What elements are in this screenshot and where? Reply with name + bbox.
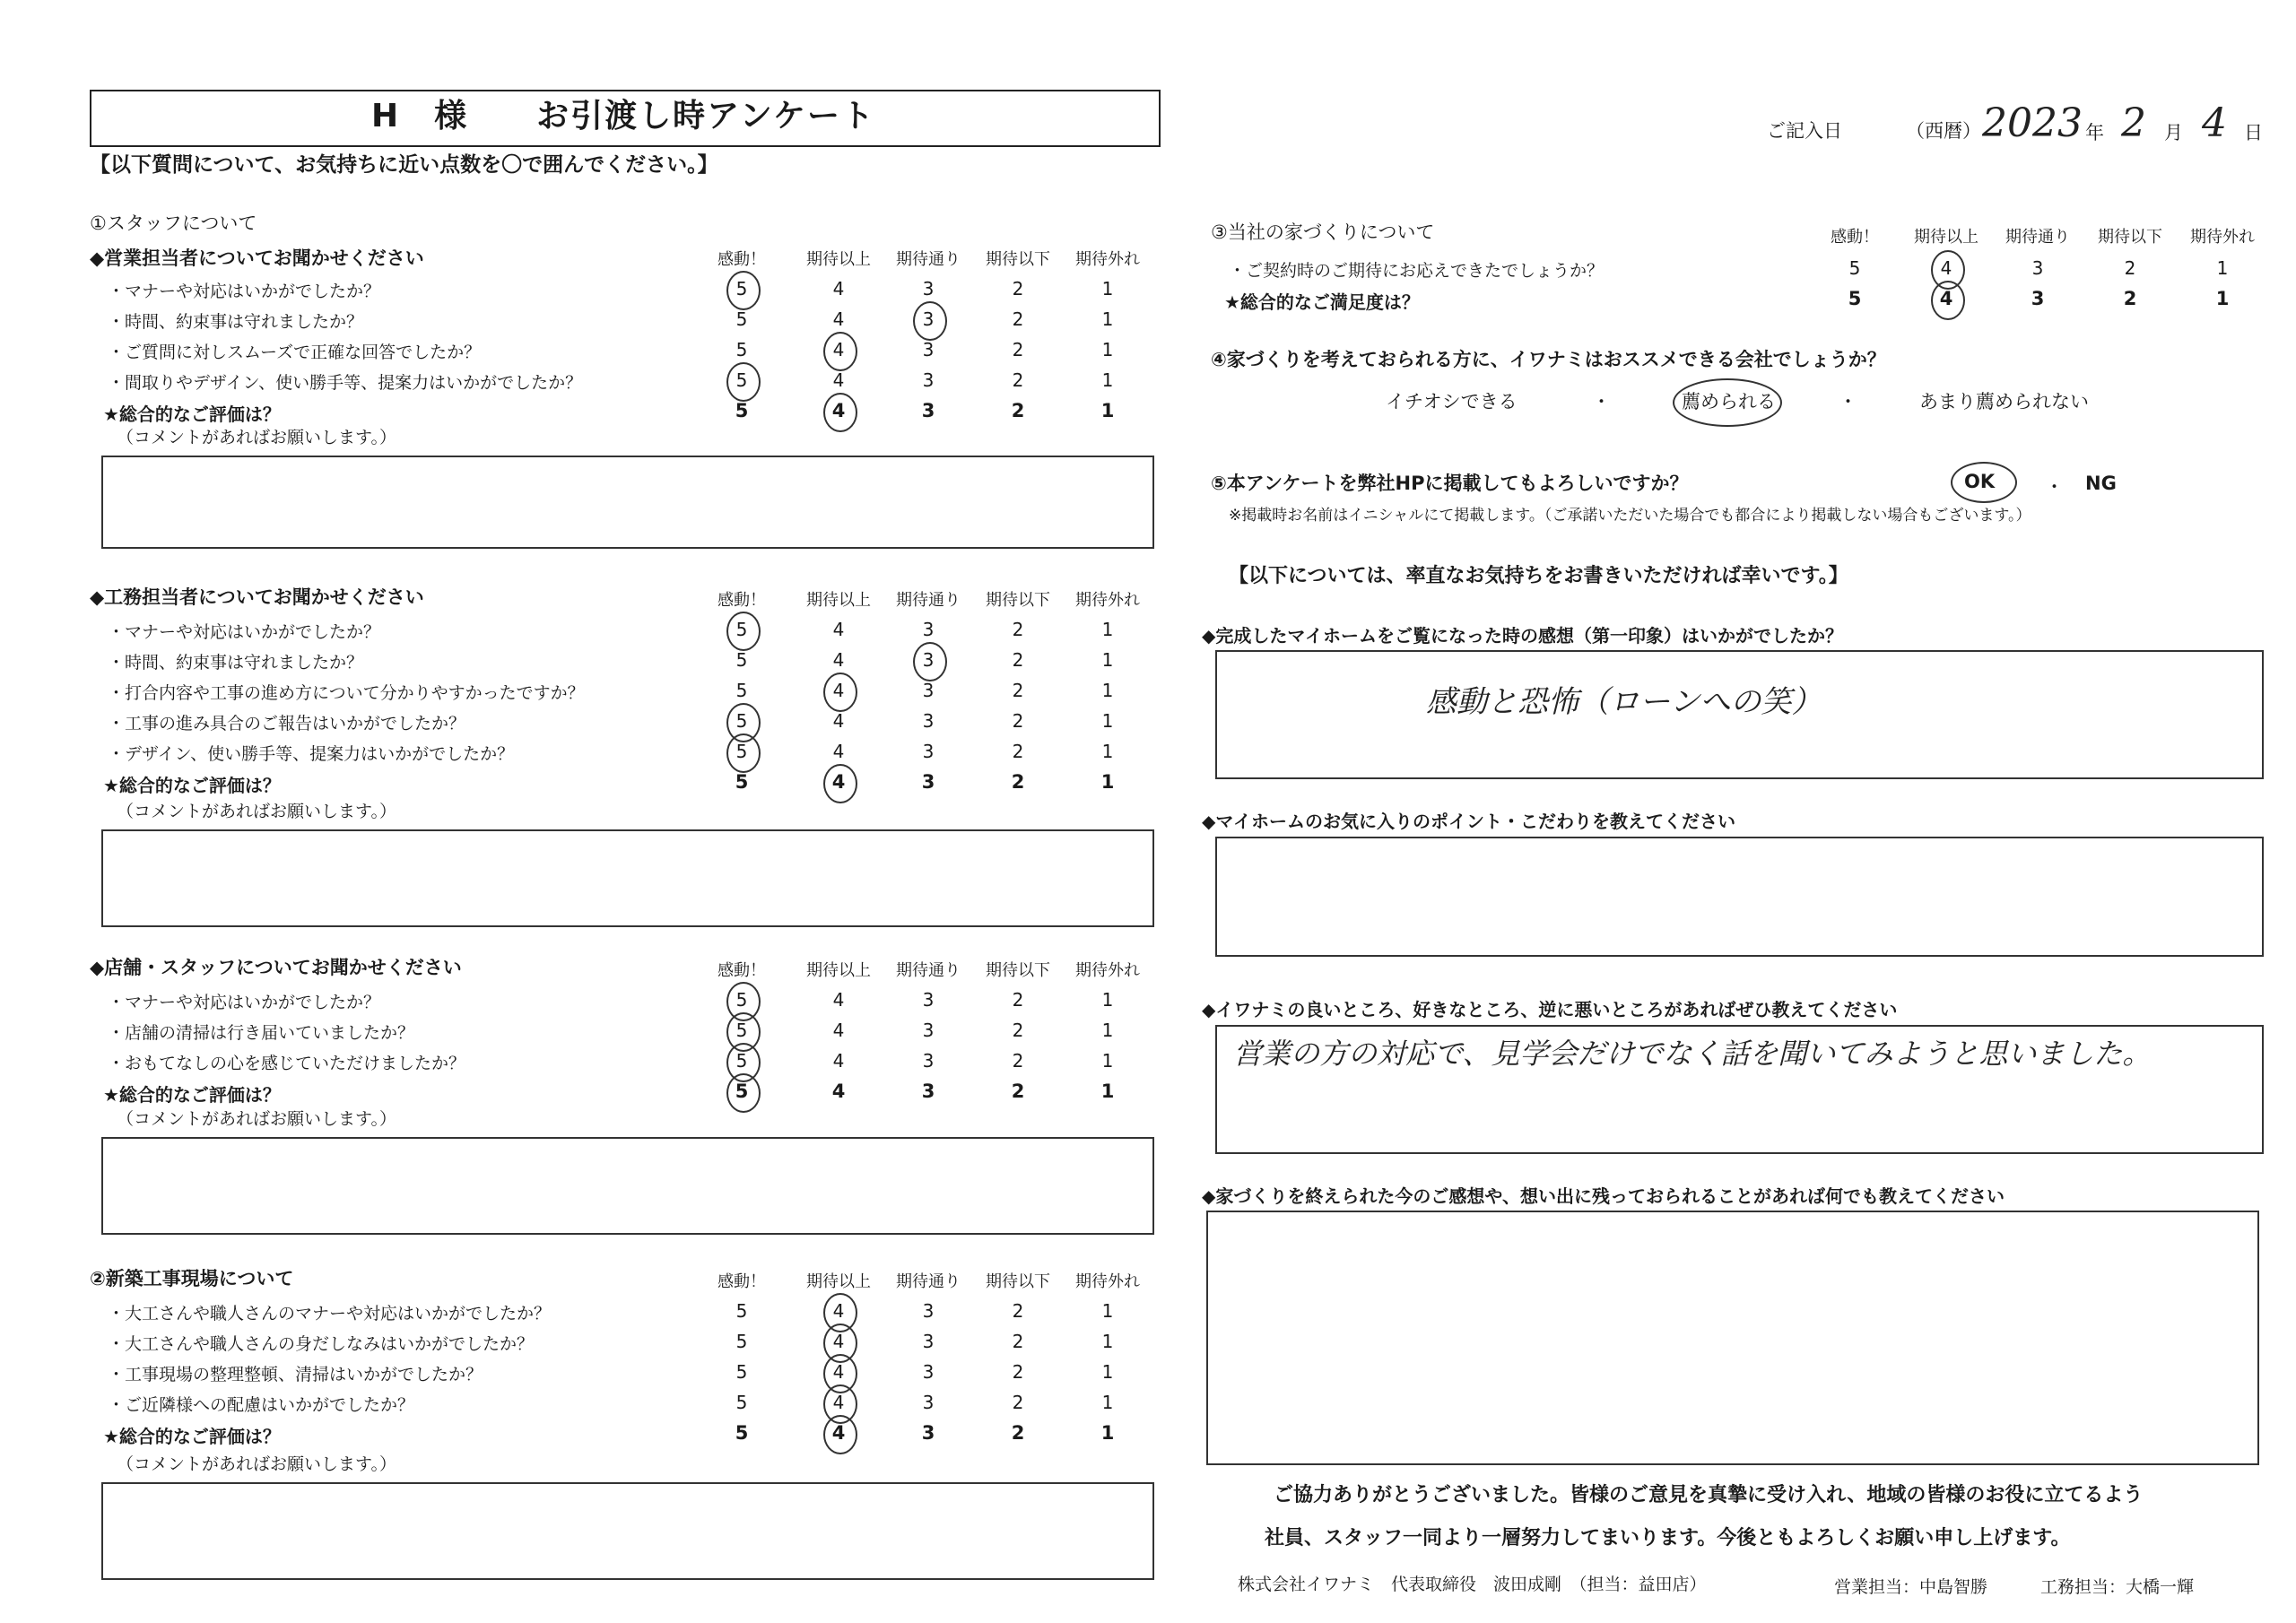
site-question: ・工事現場の整理整頓、清掃はいかがでしたか？ [108, 1365, 483, 1384]
construction-title: ◆工務担当者についてお聞かせください [90, 586, 424, 608]
sales-option[interactable]: 1 [1101, 339, 1114, 360]
site-option[interactable]: 1 [1101, 1392, 1114, 1413]
sales-option[interactable]: 5 [735, 308, 748, 330]
construction-header-2: 期待通り [896, 591, 961, 610]
site-option[interactable]: 2 [1012, 1331, 1024, 1352]
store-header-4: 期待外れ [1075, 961, 1140, 980]
store-option[interactable]: 3 [922, 989, 935, 1011]
site-option[interactable]: 4 [832, 1392, 845, 1413]
site-option[interactable]: 2 [1012, 1300, 1024, 1322]
site-comment-box[interactable] [101, 1482, 1154, 1580]
store-option[interactable]: 5 [735, 1050, 748, 1072]
sales-option[interactable]: 2 [1012, 308, 1024, 330]
recommend-sep-2: ・ [1839, 391, 1857, 412]
thanks-line-1: ご協力ありがとうございました。皆様のご意見を真摯に受け入れ、地域の皆様のお役に立てるよう [1274, 1484, 2144, 1506]
sales-question: ・マナーや対応はいかがでしたか？ [108, 282, 381, 301]
construction-option[interactable]: 2 [1012, 619, 1024, 640]
house-header-4: 期待外れ [2190, 228, 2255, 247]
site-comment-prompt: （コメントがあればお願いします。） [117, 1454, 396, 1474]
sales-header-3: 期待以下 [986, 250, 1050, 269]
construction-option[interactable]: 1 [1101, 741, 1114, 762]
sales-option[interactable]: 4 [832, 339, 845, 360]
store-header-3: 期待以下 [986, 961, 1050, 980]
q3-answer: 営業の方の対応で、見学会だけでなく話を聞いてみようと思いました。 [1233, 1037, 2152, 1071]
site-selected-circle [823, 1415, 857, 1454]
store-option[interactable]: 3 [922, 1050, 935, 1072]
store-title: ◆店舗・スタッフについてお聞かせください [90, 957, 462, 978]
construction-comment-box[interactable] [101, 829, 1154, 927]
site-option[interactable]: 5 [735, 1361, 748, 1383]
site-overall-option[interactable]: 4 [831, 1422, 846, 1444]
construction-overall-option[interactable]: 5 [735, 771, 749, 793]
site-option[interactable]: 5 [735, 1331, 748, 1352]
sales-overall-option[interactable]: 3 [921, 400, 935, 421]
construction-option[interactable]: 1 [1101, 649, 1114, 671]
house-header-0: 感動！ [1831, 228, 1879, 247]
construction-option[interactable]: 4 [832, 649, 845, 671]
store-option[interactable]: 4 [832, 1020, 845, 1041]
store-overall-option[interactable]: 1 [1100, 1081, 1115, 1102]
sales-option[interactable]: 1 [1101, 369, 1114, 391]
site-option[interactable]: 4 [832, 1331, 845, 1352]
site-header-3: 期待以下 [986, 1272, 1050, 1291]
store-comment-box[interactable] [101, 1137, 1154, 1235]
store-option[interactable]: 2 [1012, 1020, 1024, 1041]
sales-selected-circle [823, 393, 857, 432]
construction-overall-option[interactable]: 1 [1100, 771, 1115, 793]
site-header-0: 感動！ [718, 1272, 766, 1291]
house-overall-option[interactable]: 5 [1848, 288, 1862, 309]
publish-ok[interactable]: OK [1964, 471, 1996, 492]
construction-option[interactable]: 3 [922, 680, 935, 701]
site-overall-option[interactable]: 5 [735, 1422, 749, 1444]
q4-title: ◆家づくりを終えられた今のご感想や、想い出に残っておられることがあれば何でも教えてください [1202, 1185, 2005, 1207]
construction-option[interactable]: 3 [922, 649, 935, 671]
house-question: ・ご契約時のご期待にお応えできたでしょうか？ [1229, 261, 1605, 281]
store-option[interactable]: 1 [1101, 989, 1114, 1011]
store-overall-option[interactable]: 2 [1011, 1081, 1025, 1102]
instruction: 【以下質問について、お気持ちに近い点数を〇で囲んでください。】 [90, 153, 718, 177]
sales-selected-circle [913, 301, 947, 341]
site-question: ・大工さんや職人さんの身だしなみはいかがでしたか？ [108, 1334, 535, 1354]
construction-option[interactable]: 5 [735, 649, 748, 671]
q1-answer: 感動と恐怖（ローンへの笑） [1426, 684, 1822, 720]
site-header-4: 期待外れ [1075, 1272, 1140, 1291]
store-option[interactable]: 4 [832, 1050, 845, 1072]
construction-option[interactable]: 4 [832, 741, 845, 762]
construction-question: ・工事の進み具合のご報告はいかがでしたか？ [108, 714, 466, 733]
construction-option[interactable]: 5 [735, 619, 748, 640]
date-day: 4 [2202, 100, 2227, 146]
site-header-1: 期待以上 [806, 1272, 871, 1291]
construction-header-3: 期待以下 [986, 591, 1050, 610]
store-option[interactable]: 4 [832, 989, 845, 1011]
date-label: ご記入日 [1767, 120, 1842, 142]
sales-rep: 営業担当：中島智勝 [1834, 1577, 1988, 1597]
store-question: ・店舗の清掃は行き届いていましたか？ [108, 1023, 415, 1043]
sales-comment-box[interactable] [101, 456, 1154, 549]
date-month: 2 [2121, 100, 2146, 146]
site-option[interactable]: 1 [1101, 1361, 1114, 1383]
store-option[interactable]: 2 [1012, 1050, 1024, 1072]
day-unit: 日 [2244, 122, 2263, 143]
construction-selected-circle [823, 673, 857, 712]
sales-header-4: 期待外れ [1075, 250, 1140, 269]
construction-selected-circle [913, 642, 947, 681]
recommend-sep-1: ・ [1592, 391, 1611, 412]
sales-option[interactable]: 2 [1012, 278, 1024, 299]
store-overall-option[interactable]: 4 [831, 1081, 846, 1102]
site-option[interactable]: 4 [832, 1361, 845, 1383]
site-option[interactable]: 5 [735, 1392, 748, 1413]
store-selected-circle [726, 1073, 761, 1113]
construction-comment-prompt: （コメントがあればお願いします。） [117, 802, 396, 821]
site-title: ②新築工事現場について [90, 1268, 294, 1289]
construction-question: ・打合内容や工事の進め方について分かりやすかったですか？ [108, 683, 585, 703]
construction-question: ・デザイン、使い勝手等、提案力はいかがでしたか？ [108, 744, 515, 764]
q1-title: ◆完成したマイホームをご覧になった時の感想（第一印象）はいかがでしたか？ [1202, 625, 1843, 647]
house-option[interactable]: 1 [2216, 257, 2229, 279]
construction-question: ・時間、約束事は守れましたか？ [108, 653, 364, 673]
recommend-option-2[interactable]: 薦められる [1682, 391, 1776, 412]
construction-option[interactable]: 1 [1101, 680, 1114, 701]
construction-option[interactable]: 2 [1012, 710, 1024, 732]
site-overall-option[interactable]: 3 [921, 1422, 935, 1444]
site-header-2: 期待通り [896, 1272, 961, 1291]
site-overall-option[interactable]: 1 [1100, 1422, 1115, 1444]
sales-title: ◆営業担当者についてお聞かせください [90, 247, 424, 269]
store-overall-question: ★総合的なご評価は？ [103, 1084, 281, 1106]
construction-overall-option[interactable]: 3 [921, 771, 935, 793]
site-option[interactable]: 5 [735, 1300, 748, 1322]
sales-question: ・時間、約束事は守れましたか？ [108, 312, 364, 332]
q2-answer-box[interactable] [1215, 837, 2264, 957]
site-option[interactable]: 1 [1101, 1331, 1114, 1352]
sales-option[interactable]: 3 [922, 278, 935, 299]
construction-option[interactable]: 1 [1101, 710, 1114, 732]
publish-note: ※掲載時お名前はイニシャルにて掲載します。（ご承諾いただいた場合でも都合により掲載しない場合もございます。） [1229, 507, 2031, 525]
construction-overall-option[interactable]: 4 [831, 771, 846, 793]
publish-ng[interactable]: NG [2085, 473, 2117, 494]
store-option[interactable]: 1 [1101, 1050, 1114, 1072]
construction-option[interactable]: 5 [735, 680, 748, 701]
construction-overall-question: ★総合的なご評価は？ [103, 775, 281, 796]
page-title: H 様 お引渡し時アンケート [371, 98, 875, 135]
construction-overall-option[interactable]: 2 [1011, 771, 1025, 793]
construction-selected-circle [726, 612, 761, 651]
construction-option[interactable]: 1 [1101, 619, 1114, 640]
recommend-selected-circle [1673, 378, 1782, 427]
site-option[interactable]: 3 [922, 1392, 935, 1413]
site-option[interactable]: 3 [922, 1331, 935, 1352]
store-option[interactable]: 5 [735, 1020, 748, 1041]
construction-option[interactable]: 4 [832, 710, 845, 732]
house-overall-option[interactable]: 3 [2031, 288, 2045, 309]
publish-sep: ・ [2045, 476, 2064, 498]
construction-question: ・マナーや対応はいかがでしたか？ [108, 622, 381, 642]
publish-selected-circle [1951, 462, 2017, 503]
house-title: ③当社の家づくりについて [1211, 221, 1435, 243]
site-option[interactable]: 1 [1101, 1300, 1114, 1322]
recommend-title: ④家づくりを考えておられる方に、イワナミはおススメできる会社でしょうか？ [1211, 349, 1886, 370]
construction-header-1: 期待以上 [806, 591, 871, 610]
sales-option[interactable]: 2 [1012, 339, 1024, 360]
sales-overall-question: ★総合的なご評価は？ [103, 404, 281, 425]
house-header-2: 期待通り [2005, 228, 2070, 247]
house-option[interactable]: 2 [2124, 257, 2136, 279]
site-overall-question: ★総合的なご評価は？ [103, 1426, 281, 1447]
construction-selected-circle [726, 733, 761, 773]
store-overall-option[interactable]: 5 [735, 1081, 749, 1102]
construction-option[interactable]: 4 [832, 680, 845, 701]
recommend-option-1[interactable]: イチオシできる [1386, 391, 1518, 412]
construction-option[interactable]: 3 [922, 741, 935, 762]
sales-overall-option[interactable]: 2 [1011, 400, 1025, 421]
site-overall-option[interactable]: 2 [1011, 1422, 1025, 1444]
store-comment-prompt: （コメントがあればお願いします。） [117, 1109, 396, 1129]
sales-selected-circle [726, 271, 761, 310]
month-unit: 月 [2164, 122, 2183, 143]
house-overall-question: ★総合的なご満足度は？ [1224, 291, 1420, 313]
sales-option[interactable]: 2 [1012, 369, 1024, 391]
store-option[interactable]: 3 [922, 1020, 935, 1041]
sales-selected-circle [726, 362, 761, 402]
house-selected-circle [1931, 281, 1965, 320]
sales-overall-option[interactable]: 4 [831, 400, 846, 421]
sales-option[interactable]: 3 [922, 339, 935, 360]
sales-option[interactable]: 3 [922, 369, 935, 391]
era-label: （西暦） [1906, 120, 1981, 142]
construction-option[interactable]: 3 [922, 619, 935, 640]
free-intro: 【以下については、率直なお気持ちをお書きいただければ幸いです。】 [1229, 565, 1848, 587]
store-option[interactable]: 1 [1101, 1020, 1114, 1041]
sales-overall-option[interactable]: 1 [1100, 400, 1115, 421]
construction-header-0: 感動！ [718, 591, 766, 610]
sales-header-1: 期待以上 [806, 250, 871, 269]
publish-title: ⑤本アンケートを弊社HPに掲載してもよろしいですか？ [1211, 473, 1689, 494]
staff-section-title: ①スタッフについて [90, 213, 257, 234]
sales-option[interactable]: 5 [735, 339, 748, 360]
construction-option[interactable]: 5 [735, 710, 748, 732]
sales-header-2: 期待通り [896, 250, 961, 269]
house-option[interactable]: 3 [2031, 257, 2044, 279]
sales-option[interactable]: 1 [1101, 308, 1114, 330]
sales-header-0: 感動！ [718, 250, 766, 269]
store-header-0: 感動！ [718, 961, 766, 980]
company-info: 株式会社イワナミ 代表取締役 波田成剛 （担当：益田店） [1238, 1575, 1707, 1594]
thanks-line-2: 社員、スタッフ一同より一層努力してまいります。今後ともよろしくお願い申し上げます。 [1265, 1527, 2071, 1549]
sales-question: ・ご質問に対しスムーズで正確な回答でしたか？ [108, 343, 482, 362]
construction-option[interactable]: 4 [832, 619, 845, 640]
site-option[interactable]: 3 [922, 1361, 935, 1383]
sales-option[interactable]: 1 [1101, 278, 1114, 299]
store-header-1: 期待以上 [806, 961, 871, 980]
sales-option[interactable]: 4 [832, 308, 845, 330]
site-option[interactable]: 4 [832, 1300, 845, 1322]
site-option[interactable]: 2 [1012, 1361, 1024, 1383]
store-question: ・マナーや対応はいかがでしたか？ [108, 993, 381, 1012]
year-unit: 年 [2085, 122, 2104, 143]
house-overall-option[interactable]: 4 [1939, 288, 1953, 309]
construction-header-4: 期待外れ [1075, 591, 1140, 610]
house-overall-option[interactable]: 2 [2123, 288, 2137, 309]
house-header-1: 期待以上 [1914, 228, 1979, 247]
site-option[interactable]: 2 [1012, 1392, 1024, 1413]
sales-option[interactable]: 5 [735, 369, 748, 391]
q3-title: ◆イワナミの良いところ、好きなところ、逆に悪いところがあればぜひ教えてください [1202, 999, 1898, 1020]
site-question: ・大工さんや職人さんのマナーや対応はいかがでしたか？ [108, 1304, 552, 1324]
construction-option[interactable]: 2 [1012, 680, 1024, 701]
construction-selected-circle [823, 764, 857, 803]
store-option[interactable]: 5 [735, 989, 748, 1011]
construction-option[interactable]: 3 [922, 710, 935, 732]
recommend-option-3[interactable]: あまり薦められない [1919, 391, 2089, 412]
store-header-2: 期待通り [896, 961, 961, 980]
house-overall-option[interactable]: 1 [2215, 288, 2230, 309]
sales-selected-circle [823, 332, 857, 371]
construction-rep: 工務担当：大橋一輝 [2040, 1577, 2195, 1597]
house-option[interactable]: 5 [1848, 257, 1861, 279]
sales-option[interactable]: 4 [832, 278, 845, 299]
house-header-3: 期待以下 [2098, 228, 2162, 247]
site-question: ・ご近隣様への配慮はいかがでしたか？ [108, 1395, 415, 1415]
store-overall-option[interactable]: 3 [921, 1081, 935, 1102]
construction-option[interactable]: 2 [1012, 649, 1024, 671]
construction-option[interactable]: 5 [735, 741, 748, 762]
sales-comment-prompt: （コメントがあればお願いします。） [117, 428, 396, 447]
house-option[interactable]: 4 [1940, 257, 1952, 279]
q2-title: ◆マイホームのお気に入りのポイント・こだわりを教えてください [1202, 811, 1735, 832]
sales-option[interactable]: 3 [922, 308, 935, 330]
date-year: 2023 [1982, 100, 2083, 146]
construction-option[interactable]: 2 [1012, 741, 1024, 762]
store-question: ・おもてなしの心を感じていただけましたか？ [108, 1054, 466, 1073]
sales-option[interactable]: 5 [735, 278, 748, 299]
site-option[interactable]: 3 [922, 1300, 935, 1322]
store-option[interactable]: 2 [1012, 989, 1024, 1011]
sales-option[interactable]: 4 [832, 369, 845, 391]
q4-answer-box[interactable] [1206, 1211, 2259, 1465]
sales-question: ・間取りやデザイン、使い勝手等、提案力はいかがでしたか？ [108, 373, 583, 393]
sales-overall-option[interactable]: 5 [735, 400, 749, 421]
